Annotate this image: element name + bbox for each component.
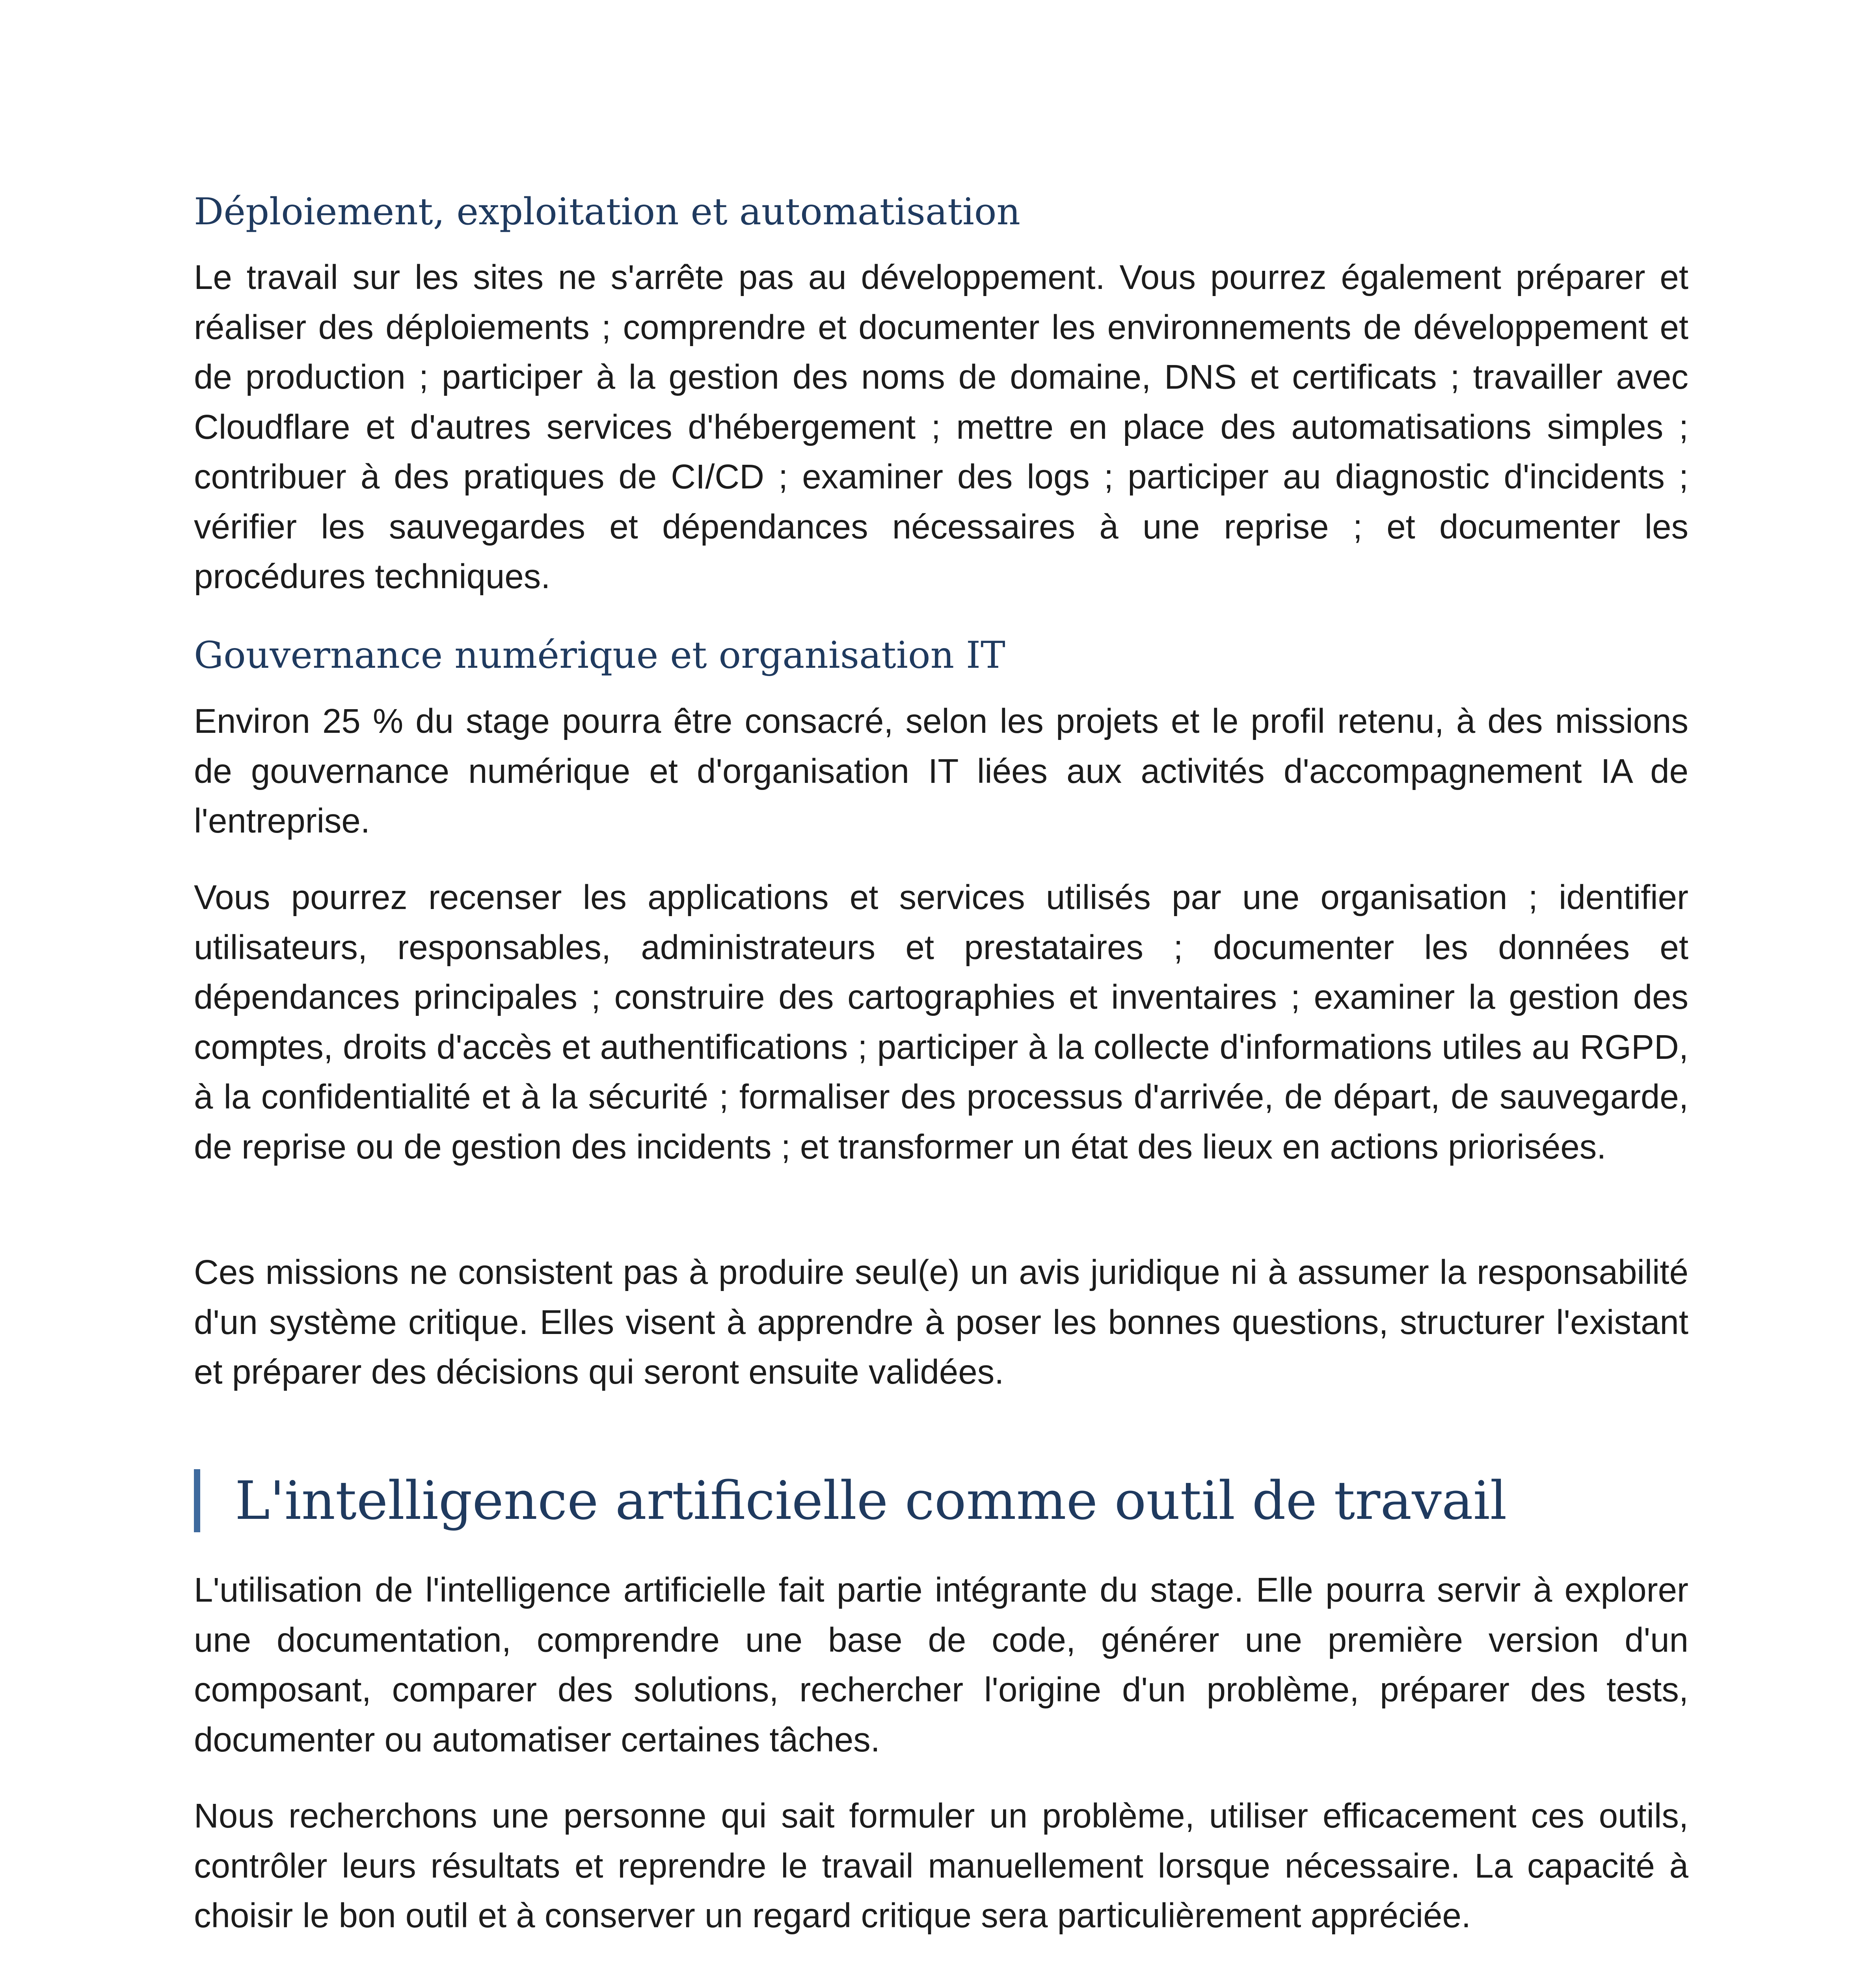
- paragraph-gouvernance-3: Ces missions ne consistent pas à produire seul(e) un avis juridique ni à assumer la responsabilité d'un système critique. Elles visent à apprendre à poser les bonnes questions, structurer l'existant et préparer des décisions qui seront ensuite validées.: [194, 1253, 1688, 1391]
- paragraph-gouvernance-2: Vous pourrez recenser les applications et services utilisés par une organisation ; identifier utilisateurs, responsables, administrateurs et prestataires ; documenter les données et dépendances principales ; construire des cartographies et inventaires ; examiner la gestion des comptes, droits d'accès et authentifications ; participer à la collecte d'informations utiles au RGPD, à la confidentialité et à la sécurité ; formaliser des processus d'arrivée, de départ, de sauvegarde, de reprise ou de gestion des incidents ; et transformer un état des lieux en actions priorisées.: [194, 878, 1688, 1166]
- paragraph-gouvernance-1: Environ 25 % du stage pourra être consacré, selon les projets et le profil retenu, à des missions de gouvernance numérique et d'organisation IT liées aux activités d'accompagnement IA de l'entreprise.: [194, 702, 1688, 840]
- section-heading-ia: [194, 1469, 1688, 1532]
- section-heading-ia-text: L'intelligence artificielle comme outil de travail: [235, 1470, 1507, 1531]
- paragraph-ia-2: Nous recherchons une personne qui sait formuler un problème, utiliser efficacement ces outils, contrôler leurs résultats et reprendre le travail manuellement lorsque nécessaire. La capacité à choisir le bon outil et à conserver un regard critique sera particulièrement appréciée.: [194, 1797, 1688, 1935]
- section-heading-deploiement: Déploiement, exploitation et automatisation: [194, 190, 1021, 233]
- paragraph-ia-1: L'utilisation de l'intelligence artificielle fait partie intégrante du stage. Elle pourra servir à explorer une documentation, comprendre une base de code, générer une première version d'un composant, comparer des solutions, rechercher l'origine d'un problème, préparer des tests, documenter ou automatiser certaines tâches.: [194, 1571, 1688, 1759]
- paragraph-deploiement: Le travail sur les sites ne s'arrête pas au développement. Vous pourrez également préparer et réaliser des déploiements ; comprendre et documenter les environnements de développement et de production ; participer à la gestion des noms de domaine, DNS et certificats ; travailler avec Cloudflare et d'autres services d'hébergement ; mettre en place des automatisations simples ; contribuer à des pratiques de CI/CD ; examiner des logs ; participer au diagnostic d'incidents ; vérifier les sauvegardes et dépendances nécessaires à une reprise ; et documenter les procédures techniques.: [194, 258, 1688, 596]
- heading-accent-bar: [194, 1469, 200, 1532]
- section-heading-gouvernance: Gouvernance numérique et organisation IT: [194, 634, 1005, 677]
